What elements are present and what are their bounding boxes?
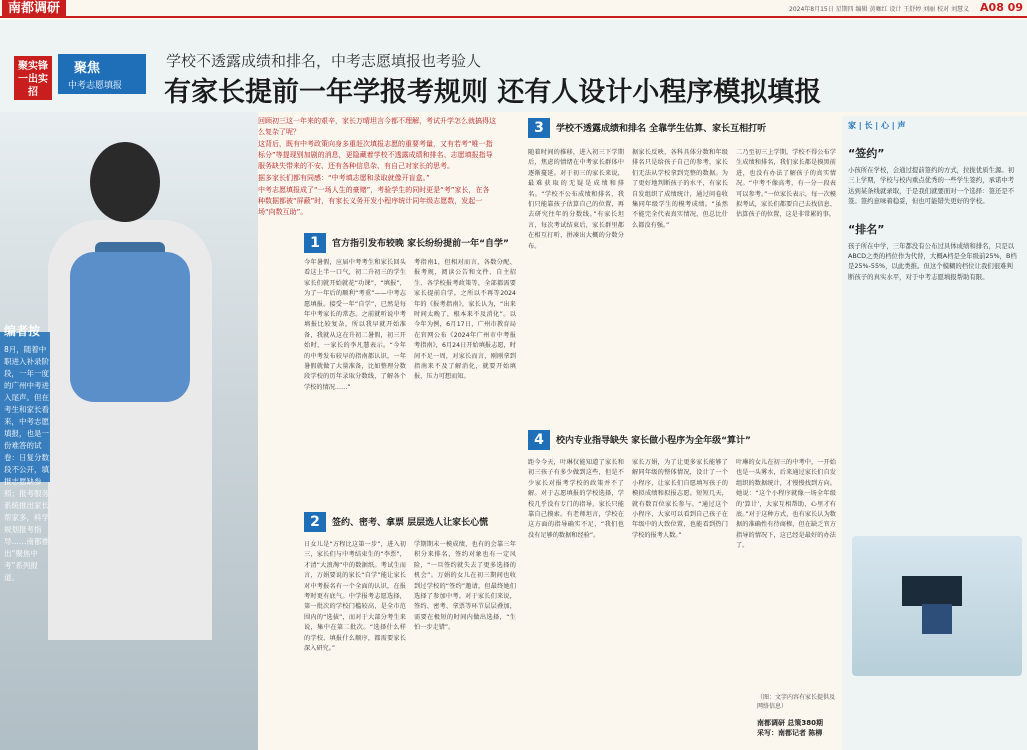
lead-paragraph: 回顾初三这一年来的艰辛，家长万晴坦言今都不理解，考试升学怎么就搞得这么复杂了呢？ [258, 117, 496, 136]
section-title: 学校不透露成绩和排名 全靠学生估算、家长互相打听 [556, 124, 767, 134]
photo-caption: （图：文字内容有家长提供及网络信息） [757, 694, 836, 710]
section-title: 校内专业指导缺失 家长做小程序为全年级“算计” [556, 436, 751, 446]
article-column: 据家长反映，各科具体分数和年级排名只是给孩子自己的参考，家长们无法从学校拿到完整的数据。为了更好地判断孩子的水平，有家长自发组织了成绩统计，通过问卷收集同年级学生的模考成绩。“虽然不能完全代表真实情况，但总比什么都没有强。” [632, 149, 728, 229]
article-column: 考指南1，但相对而言，各数分配、报考规，阅读公告和文件、自主招生、各学校报考政策等，全部都需要家长提前自学。之所以不再等2024年的《报考指南》，家长认为，“出来时间太晚了，根本来不及消化”。以今年为例，6月17日，广州市教育局在官网公布《2024年广州市中考报考指南》，6月24日开始填报志愿，时间不足一周，对家长而言，刚刚拿到指南来不及了解消化，就要开始填报，压力可想而知。 [414, 259, 516, 381]
quote-body: 小孩所在学校，会通过提前签约的方式，拉拢优质生源。初三上学期，学校与校内重点优秀的一些学生签约，承诺中考达到某条线就录取，于是我们就要面对一个选择：签还是不签。签约意味着稳妥，但也可能错失更好的学校。 [848, 166, 1015, 206]
section-label: 难题 [528, 445, 539, 451]
parent-voices-sidebar [842, 116, 1027, 750]
section-number: 1 [304, 233, 326, 253]
quote-title: “排名” [848, 222, 885, 236]
article-column: 二乃至初三上学期，学校不得公布学生成绩和排名，我们家长都是摸黑前进，也没有办法了解孩子的真实情况。“中考不像高考，有一分一段表可以参考。”一位家长表示，每一次模拟考试，家长们都要自己去找信息、估算孩子的位置，这是非常累的事。 [736, 149, 836, 219]
section-title: 官方指引发布较晚 家长纷纷提前一年“自学” [332, 239, 509, 249]
section-4-heading [528, 430, 828, 450]
graduation-cap-base [922, 604, 952, 634]
edition-meta: 2024年8月15日 星期四 编辑 黄咖红 设计 王舒婷 刘丽 校对 刘慧义 [789, 6, 969, 13]
focus-badge [58, 54, 146, 94]
quote-body: 孩子所在中学，三年都没有公布过具体成绩和排名，只是以ABCD之类的档位作为代替，大概A档是全年级前25%，B档是25%-55%，以此类推。但这个模糊的档位让我们很难判断孩子的真实水平，对于中考志愿填报帮助有限。 [848, 241, 1017, 281]
backpack [70, 252, 190, 402]
lead-paragraph: 据多家长们都有同感：“中考填志愿和录取就像开盲盒。” [258, 174, 430, 182]
article-subtitle: 学校不透露成绩和排名，中考志愿填报也考验人 [166, 52, 482, 70]
article-column: 家长万娟，为了让更多家长能够了解同年级的整体情况，设计了一个小程序，让家长们自愿填写孩子的模拟成绩和拟报志愿。短短几天，就有数百位家长参与。“通过这个小程序，大家可以看到自己孩子在年级中的大致位置，也能看到热门学校的报考人数。” [632, 459, 728, 539]
article-column: 随着时间的推移，进入初三下学期后，焦虑的情绪在中考家长群体中逐渐蔓延。对于初三的家长来说，最难获取的无疑是成绩和排名。“学校不公布成绩和排名，我们只能靠孩子估算自己的位置，再去研究往年的分数线。”有家长坦言，每次考试结束后，家长群里都在相互打听，拼凑出大概的分数分布。 [528, 149, 624, 250]
sidebar-heading: 家 | 长 | 心 | 声 [848, 121, 906, 130]
editor-note-title: 编者按 [4, 324, 41, 338]
section-label: 难题 [304, 527, 315, 533]
article-title: 有家长提前一年学报考规则 还有人设计小程序模拟填报 [164, 77, 822, 108]
section-1-heading [304, 233, 534, 253]
graduation-cap-illustration [852, 536, 1022, 676]
article-column: 日女儿是“方程比这第一步”，进入初三，家长们与中考结束生的“李票”，才清“大浪淘”中的数据纸。考试生而言，万娟要说的家长“自学”能让家长对中考报名有一个全面的认识，在报考时更有底气。中学报考志愿选择，第一批次的学校门槛较高，是全市范围内的“选拔”，而对于大部分考生来说，集中在第二批次。“选择什么样的学校、填报什么顺序，都需要家长深入研究。” [304, 541, 406, 653]
section-number: 3 [528, 118, 550, 138]
student-head [90, 142, 160, 222]
focus-subtitle: 中考志愿填报 [68, 81, 123, 91]
article-column: 距今今天，叶琳仅能知道了家长和初三孩子有多少做到这些，但是不少家长对报考学校的政策并不了解。对于志愿填报的学校选择，学校几乎没有专门的指导，家长只能靠自己摸索。有老师坦言，学校在这方面的指导确实不足，“我们也没有足够的数据和经验”。 [528, 459, 624, 539]
column-tag: 聚实锋 一出实招 [14, 56, 52, 100]
lead-paragraph: 这背后，既有中考政策向身多重赶次填报志愿的重要考量，又有若考“唯一指标分”等提现别加剧的消息，更隐藏着学校不透露成绩和排名、志愿填报指导服务缺失带来的不安、还有各种信息杂、有自己对家长的思考。 [258, 140, 493, 170]
section-label: 难题 [528, 133, 539, 139]
brand-logo: 南都调研 [2, 0, 66, 18]
section-3-heading [528, 118, 828, 138]
section-number: 4 [528, 430, 550, 450]
section-label: 难题 [304, 248, 315, 254]
section-2-heading [304, 512, 534, 532]
byline [757, 718, 823, 738]
section-title: 签约、密考、拿票 层层选人让家长心慌 [332, 518, 489, 528]
lead-paragraphs [258, 116, 496, 219]
quote-title: “签约” [848, 147, 885, 160]
editor-note-text: 8月，随着中职进入补录阶段，一年一度的广州中考进入尾声。但在考生和家长看来，中考志愿填报，也是一份难答的试卷：日复分数段不公开，填报志愿缺参照；报考服务系统推出家长帮家多，科学规划报考指导……南都推出“聚焦中考”系列报道。 [4, 345, 49, 582]
student-backpack-photo [0, 112, 258, 750]
article-column: 学期期末一模成绩，也有的会靠三年积分来排名，签约对象也有一定风险，“一旦签约就失去了更多选择的机会”。万娟的女儿在初三期间也收到过学校的“签约”邀请，但最终她们选择了参加中考。对于家长们来说，签约、密考、拿票等环节层层叠加，需要在极短的时间内做出选择，“生怕一步走错”。 [414, 541, 516, 632]
section-number: 2 [304, 512, 326, 532]
focus-title: 聚焦 [74, 61, 101, 76]
article-column: 今年暑假，应届中考考生和家长回头看这上半一口气，初二升初三的学生家长们就开始就花“功课”，“填报”，为了一年后的顺利“考重”——中考志愿填报。接受一年“自学”，已然是每年中考家长的常态。之前就听说中考填报比较复杂，所以我早就开始准备，我就从这在升初二暑假，初三开始时，一家长的李凡慧表示。“今年的中考发布较早的指南都认识，一年暑假就做了大量准备，比如整理分数段学校的历年录取分数线，了解各个学校的情况……” [304, 259, 406, 391]
byline-text: 南都调研 总策380期 采写：南都记者 陈柳 [757, 719, 824, 737]
graduation-cap-icon [902, 576, 962, 606]
top-bar [0, 0, 1027, 18]
page-number: A08 09 [980, 1, 1023, 14]
article-column: 叶琳的女儿在初三的中考中，一开始也是一头雾水，后来通过家长们自发组织的数据统计，才慢慢找到方向。她说：“这个小程序就像一场全年级的‘算计’，大家互相帮助，心里才有底。”对于这种方式，也有家长认为数据的准确性有待商榷，但在缺乏官方指导的情况下，这已经是最好的办法了。 [736, 459, 836, 550]
lead-paragraph: 中考志愿填报成了“一场人生的豪赌”，考验学生的同时更是“考”家长，在各种数据都被“屏蔽”时，有家长义务开发小程序统计同年级志愿数，发起一场“向数互助”。 [258, 186, 490, 216]
